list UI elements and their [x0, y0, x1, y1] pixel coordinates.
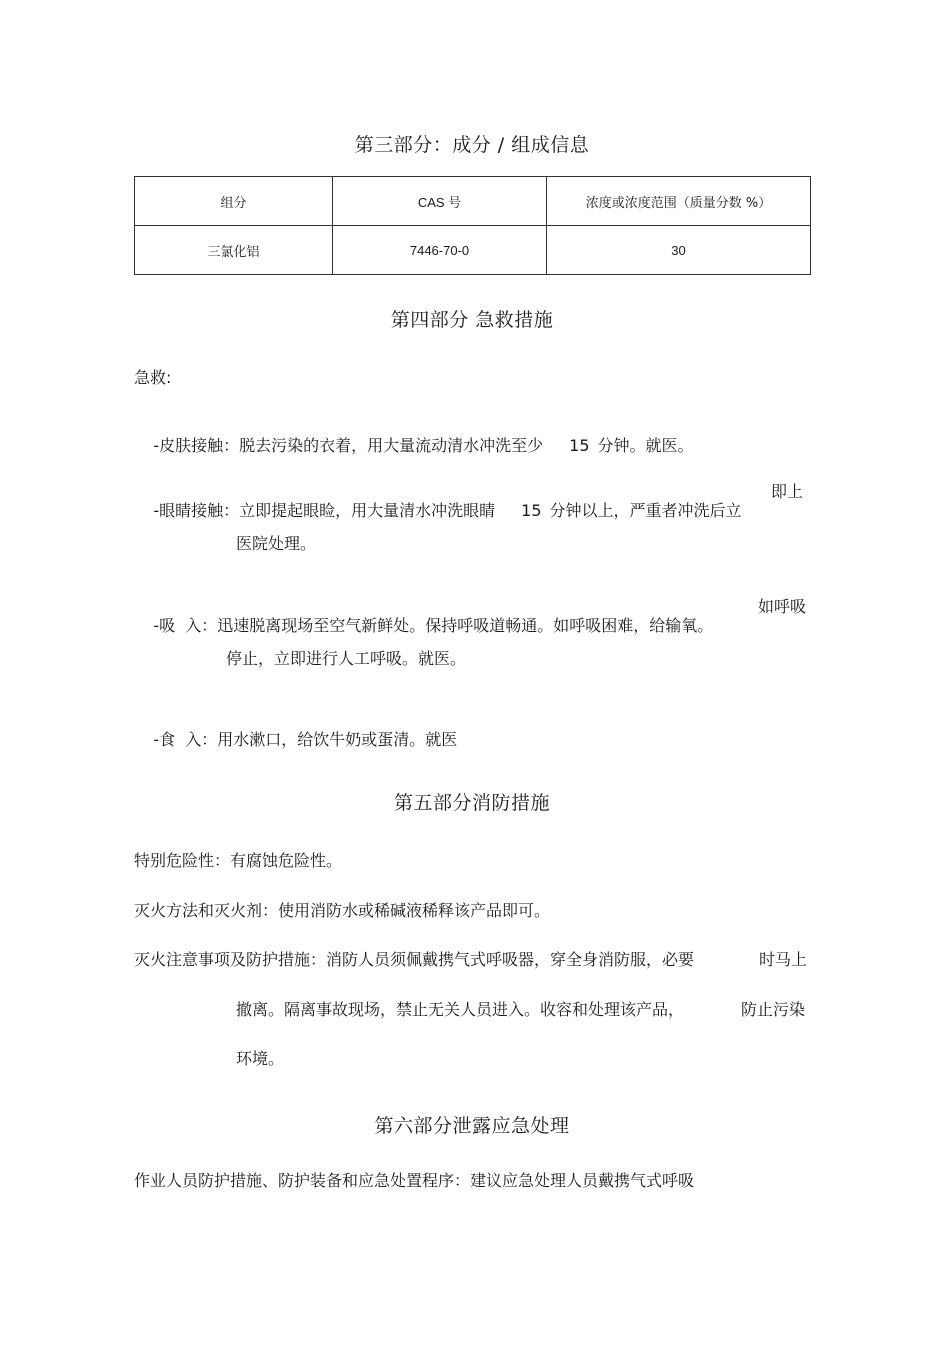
ingest-label: -食 入：: [153, 730, 218, 749]
eye-label: -眼睛接触：: [153, 501, 240, 520]
section3-title: 第三部分：成分 / 组成信息: [354, 134, 590, 156]
inhale-continuation: 停止，立即进行人工呼吸。就医。: [226, 649, 467, 668]
table-row: [135, 226, 811, 275]
header-concentration: 浓度或浓度范围（质量分数 %）: [547, 177, 811, 226]
cell-cas: 7446-70-0: [333, 226, 547, 275]
firefighting-protection-end: 环境。: [236, 1049, 285, 1068]
ingest-text: 用水漱口，给饮牛奶或蛋清。就医: [217, 730, 458, 749]
inhale-label: -吸 入：: [153, 616, 218, 635]
skin-contact-line: [133, 414, 694, 475]
eye-contact-line: [133, 479, 742, 540]
eye-continuation: 医院处理。: [236, 534, 317, 553]
eye-text: 立即提起眼睑，用大量清水冲洗眼睛: [239, 501, 496, 520]
ingestion-line: [133, 708, 457, 769]
leak-protection-line: 作业人员防护措施、防护装备和应急处置程序：建议应急处理人员戴携气式呼吸: [134, 1171, 695, 1190]
special-hazard: 特别危险性：有腐蚀危险性。: [134, 851, 343, 870]
firefighting-protection: 灭火注意事项及防护措施：消防人员须佩戴携气式呼吸器，穿全身消防服，必要: [134, 950, 695, 969]
inhale-tail: 如呼吸: [758, 597, 807, 616]
section5-title: 第五部分消防措施: [393, 792, 550, 814]
firefighting-protection-tail: 时马上: [759, 950, 808, 969]
skin-label: -皮肤接触：: [153, 436, 240, 455]
firefighting-protection-cont: 撤离。隔离事故现场，禁止无关人员进入。收容和处理该产品，: [236, 1000, 685, 1019]
extinguishing-method: 灭火方法和灭火剂：使用消防水或稀碱液稀释该产品即可。: [134, 901, 551, 920]
table-header-row: [135, 177, 811, 226]
skin-num: 15: [569, 436, 590, 455]
skin-text: 脱去污染的衣着，用大量流动清水冲洗至少: [239, 436, 544, 455]
section6-title: 第六部分泄露应急处理: [374, 1115, 570, 1137]
firefighting-protection-cont-tail: 防止污染: [741, 1000, 806, 1019]
header-cas: CAS 号: [333, 177, 547, 226]
header-component: 组分: [135, 177, 333, 226]
eye-num: 15: [521, 501, 542, 520]
eye-tail: 分钟以上，严重者冲洗后立: [549, 501, 742, 520]
section4-title: 第四部分 急救措施: [390, 309, 554, 331]
inhale-text: 迅速脱离现场至空气新鲜处。保持呼吸道畅通。如呼吸困难，给输氧。: [217, 616, 714, 635]
composition-table: [134, 176, 811, 275]
cell-concentration: 30: [547, 226, 811, 275]
first-aid-label: 急救:: [134, 368, 172, 387]
cell-component: 三氯化铝: [135, 226, 333, 275]
eye-tail2: 即上: [771, 482, 804, 501]
skin-tail: 分钟。就医。: [597, 436, 694, 455]
